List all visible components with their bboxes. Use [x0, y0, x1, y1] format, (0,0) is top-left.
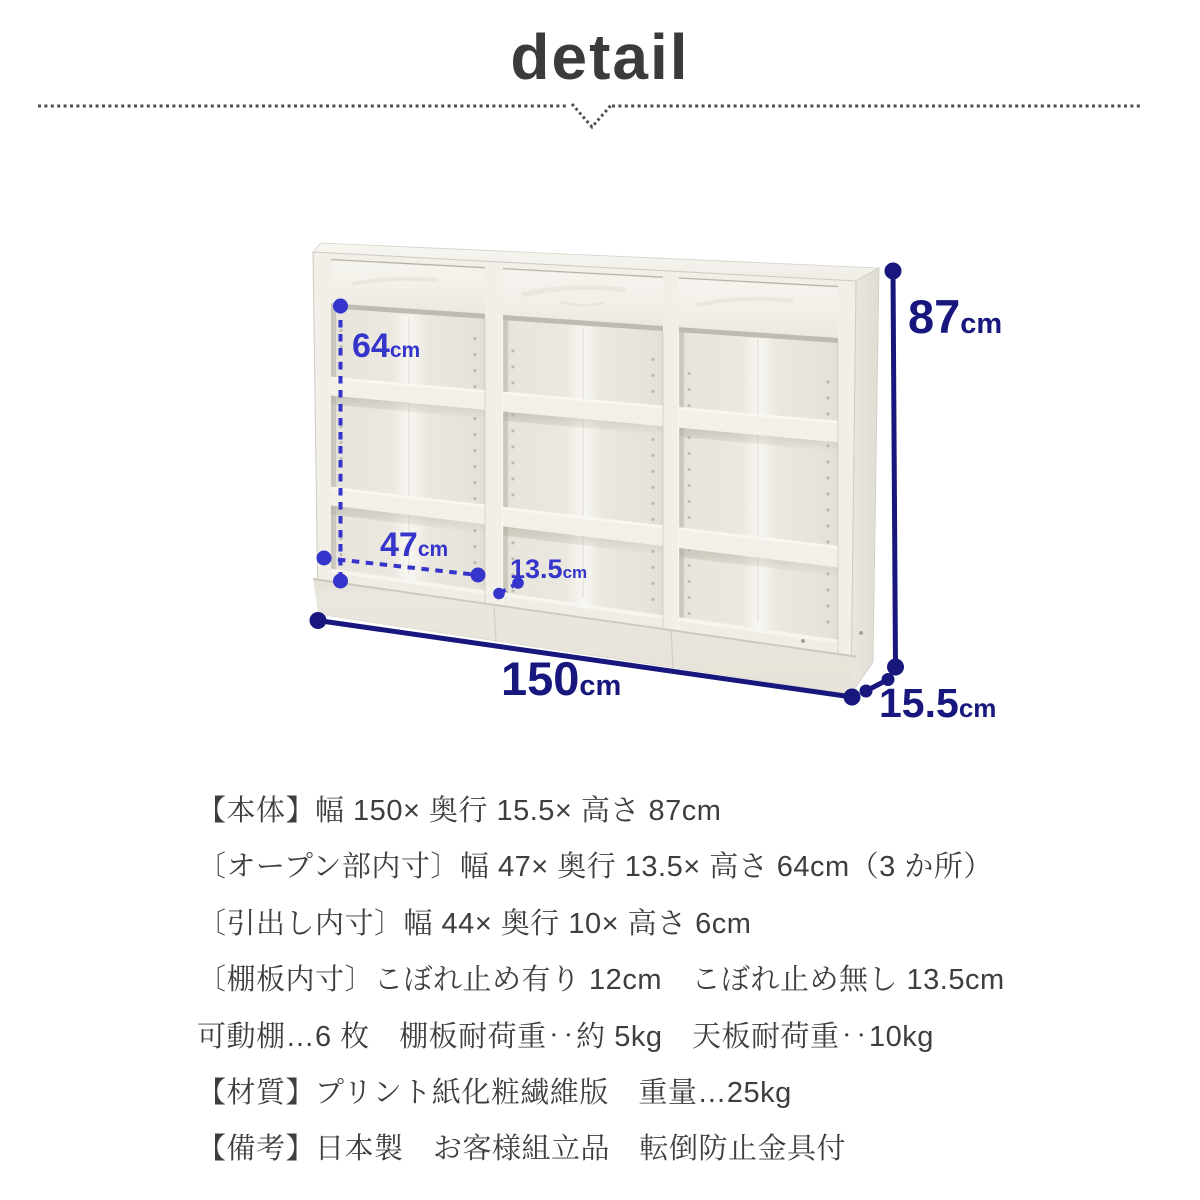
dimension-endpoint	[317, 551, 332, 566]
dimension-label-inner-height: 64cm	[352, 327, 421, 365]
dimension-endpoint	[844, 689, 861, 706]
dimension-endpoint	[493, 588, 505, 600]
spec-line-open-inner-size: 〔オープン部内寸〕幅 47× 奥行 13.5× 高さ 64cm（3 か所）	[197, 851, 993, 884]
bookshelf-illustration	[313, 243, 879, 694]
dimension-endpoint	[860, 685, 873, 698]
cam-screw	[801, 639, 805, 643]
spec-line-shelf-inner-size: 〔棚板内寸〕こぼれ止め有り 12cm こぼれ止め無し 13.5cm	[197, 964, 1005, 997]
spec-line-drawer-inner-size: 〔引出し内寸〕幅 44× 奥行 10× 高さ 6cm	[197, 907, 752, 940]
spec-line-shelf-load: 可動棚…6 枚 棚板耐荷重‥約 5kg 天板耐荷重‥10kg	[197, 1020, 934, 1053]
spec-list	[197, 783, 1005, 1178]
cam-screw	[859, 631, 863, 635]
dimension-label-width: 150cm	[501, 652, 622, 705]
dimension-label-inner-depth: 13.5cm	[510, 554, 588, 584]
compartment-left-shadow	[679, 332, 684, 631]
dimension-endpoint	[310, 612, 327, 629]
header-divider	[38, 104, 1143, 127]
compartment-left-shadow	[503, 320, 508, 606]
dimension-label-height: 87cm	[908, 290, 1003, 343]
spec-line-body-size: 【本体】幅 150× 奥行 15.5× 高さ 87cm	[197, 795, 722, 827]
spec-line-material: 【材質】プリント紙化粧繊維版 重量…25kg	[197, 1076, 792, 1109]
page-title: detail	[510, 21, 690, 93]
dimension-label-inner-width: 47cm	[380, 526, 449, 564]
dimension-endpoint	[885, 263, 902, 280]
spec-line-notes: 【備考】日本製 お客様組立品 転倒防止金具付	[197, 1133, 847, 1166]
back-panel-highlight	[740, 339, 778, 629]
chevron-down-icon	[572, 104, 612, 127]
compartment-left-shadow	[331, 308, 336, 581]
dimension-label-depth: 15.5cm	[879, 680, 997, 726]
dimension-endpoint	[887, 659, 904, 676]
dimension-endpoint	[333, 299, 348, 314]
dimension-endpoint	[333, 574, 348, 589]
dimension-line-height	[893, 271, 896, 667]
dimension-endpoint	[471, 568, 486, 583]
